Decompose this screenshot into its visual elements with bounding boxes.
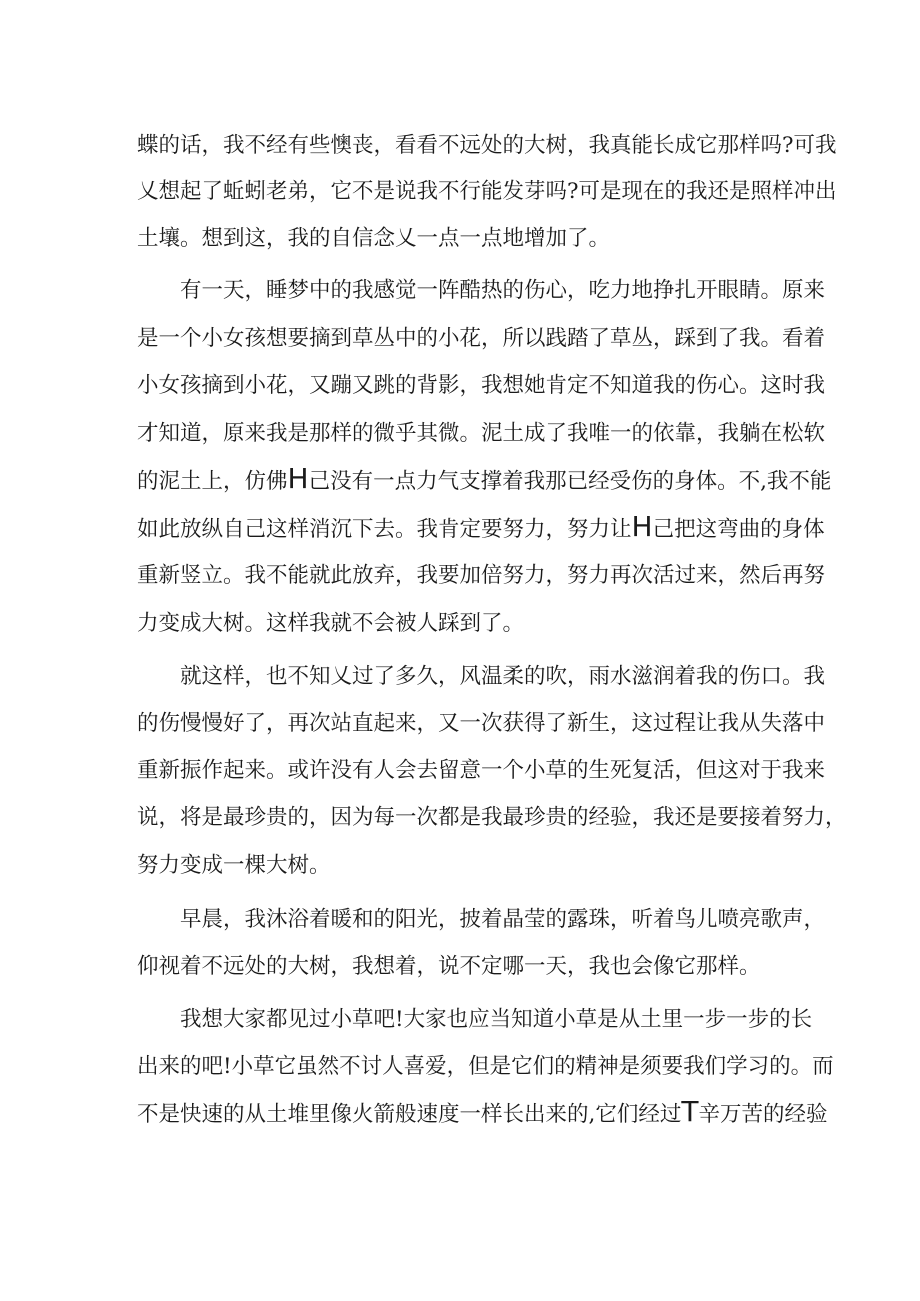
text-line: 就这样，也不知乂过了多久，风温柔的吹，雨水滋润着我的伤口。我 <box>180 664 826 689</box>
oversized-glyph: H <box>631 510 653 543</box>
text-line: 早晨，我沐浴着暖和的阳光，披着晶莹的露珠，听着鸟儿喷亮歌声， <box>180 907 826 932</box>
text-line: 说，将是最珍贵的，因为每一次都是我最珍贵的经验，我还是要接着努力， <box>137 805 847 830</box>
text-line: 仰视着不远处的大树，我想着，说不定哪一天，我也会像它那样。 <box>137 954 761 979</box>
text-line: 如此放纵自己这样消沉下去。我肯定要努力，努力让H己把这弯曲的身体 <box>137 510 825 543</box>
text-line: 土壤。想到这，我的自信念乂一点一点地增加了。 <box>137 226 611 251</box>
text-line: 才知道，原来我是那样的微乎其微。泥土成了我唯一的依靠，我躺在松软 <box>137 421 826 446</box>
text-line: 的伤慢慢好了，再次站直起来，又一次获得了新生，这过程让我从失落中 <box>137 711 826 736</box>
text-line: 重新竖立。我不能就此放弃，我要加倍努力，努力再次活过来，然后再努 <box>137 563 826 588</box>
text-line: 小女孩摘到小花，又蹦又跳的背影，我想她肯定不知道我的伤心。这时我 <box>137 373 826 398</box>
oversized-glyph: H <box>287 462 309 495</box>
text-line: 有一天，睡梦中的我感觉一阵酷热的伤心，吃力地挣扎开眼睛。原来 <box>180 278 826 303</box>
text-line: 是一个小女孩想要摘到草丛中的小花，所以践踏了草丛，踩到了我。看着 <box>137 326 826 351</box>
text-line: 我想大家都见过小草吧!大家也应当知道小草是从土里一步一步的长 <box>180 1007 813 1032</box>
text-line: 的泥土上，仿佛H己没有一点力气支撑着我那已经受伤的身体。不,我不能 <box>137 462 832 495</box>
text-line: 不是快速的从土堆里像火箭般速度一样长出来的,它们经过T辛万苦的经验 <box>137 1095 828 1128</box>
text-line: 蝶的话，我不经有些懊丧，看看不远处的大树，我真能长成它那样吗?可我 <box>137 133 837 158</box>
text-line: 乂想起了蚯蚓老弟，它不是说我不行能发芽吗?可是现在的我还是照样冲出 <box>137 179 837 204</box>
text-line: 出来的吧!小草它虽然不讨人喜爱，但是它们的精神是须要我们学习的。而 <box>137 1054 834 1079</box>
oversized-glyph: T <box>681 1095 699 1128</box>
text-line: 力变成大树。这样我就不会被人踩到了。 <box>137 611 525 636</box>
text-line: 重新振作起来。或许没有人会去留意一个小草的生死复活，但这对于我来 <box>137 758 826 783</box>
text-line: 努力变成一棵大树。 <box>137 853 331 878</box>
